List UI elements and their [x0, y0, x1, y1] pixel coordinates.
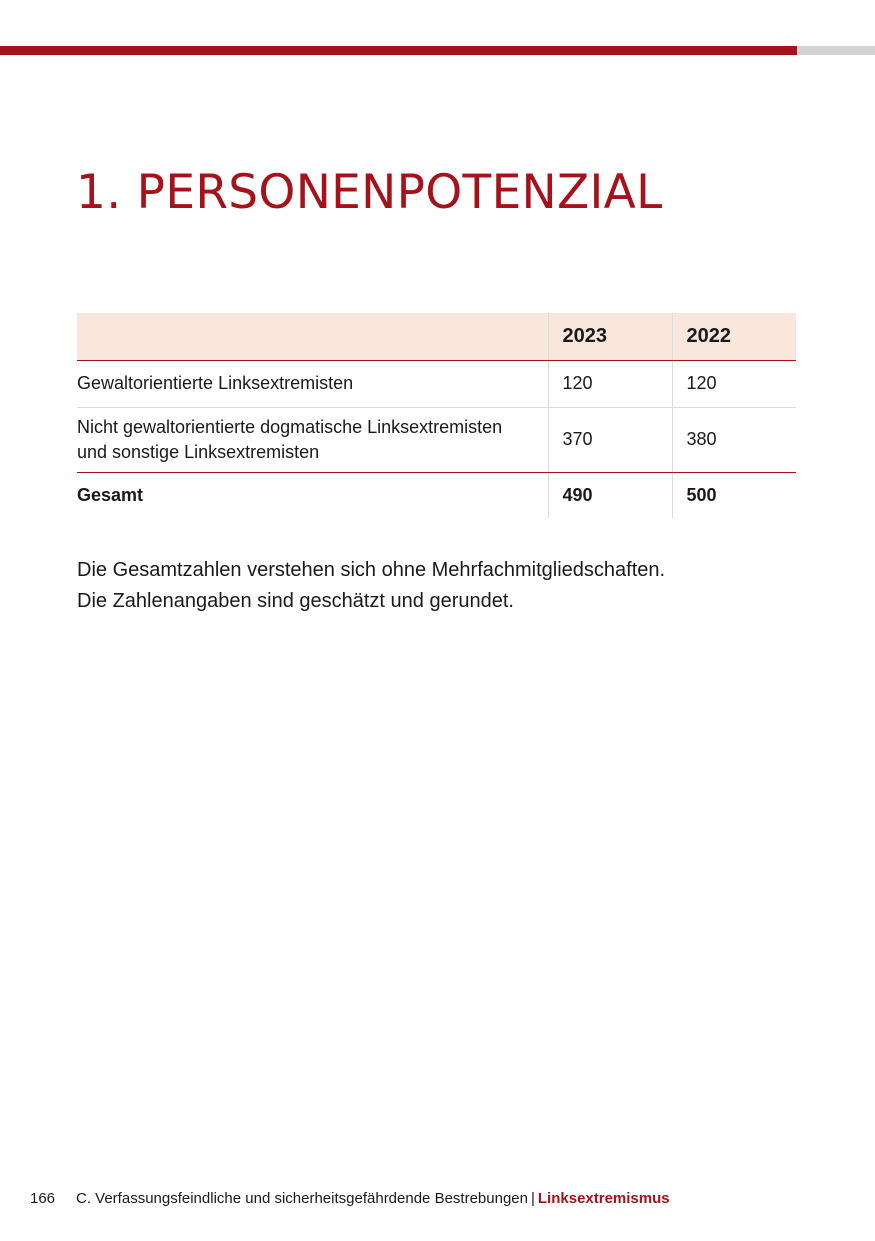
total-2023: 490 — [548, 472, 672, 518]
footer-section: C. Verfassungsfeindliche und sicherheitsgefährdende Bestrebungen — [76, 1190, 528, 1207]
total-label: Gesamt — [77, 484, 144, 505]
table-note — [77, 555, 665, 617]
cell-2023: 120 — [548, 360, 672, 407]
page-number: 166 — [30, 1190, 56, 1207]
table-row — [77, 360, 796, 407]
cell-2022: 380 — [672, 407, 796, 472]
table-header-row — [77, 313, 796, 360]
header-grey-bar — [797, 46, 875, 55]
total-2022: 500 — [672, 472, 796, 518]
note-line-2: Die Zahlenangaben sind geschätzt und gerundet. — [77, 590, 514, 612]
page-footer — [30, 1190, 670, 1207]
column-header-2023: 2023 — [548, 313, 672, 360]
row-label-line-2: und sonstige Linksextremisten — [77, 441, 320, 462]
page-title: 1. PERSONENPOTENZIAL — [76, 165, 663, 220]
cell-2022: 120 — [672, 360, 796, 407]
column-header-2022: 2022 — [672, 313, 796, 360]
header-accent-bar — [0, 46, 797, 55]
footer-separator: | — [530, 1190, 535, 1207]
note-line-1: Die Gesamtzahlen verstehen sich ohne Mehrfachmitgliedschaften. — [77, 559, 666, 581]
column-header-label — [77, 313, 548, 360]
table-total-row — [77, 472, 796, 518]
footer-chapter: Linksextremismus — [537, 1190, 670, 1207]
table-row — [77, 407, 796, 472]
personenpotenzial-table — [77, 313, 796, 518]
row-label — [77, 407, 548, 472]
row-label-line-1: Nicht gewaltorientierte dogmatische Linksextremisten — [77, 416, 503, 437]
cell-2023: 370 — [548, 407, 672, 472]
row-label: Gewaltorientierte Linksextremisten — [77, 360, 548, 407]
